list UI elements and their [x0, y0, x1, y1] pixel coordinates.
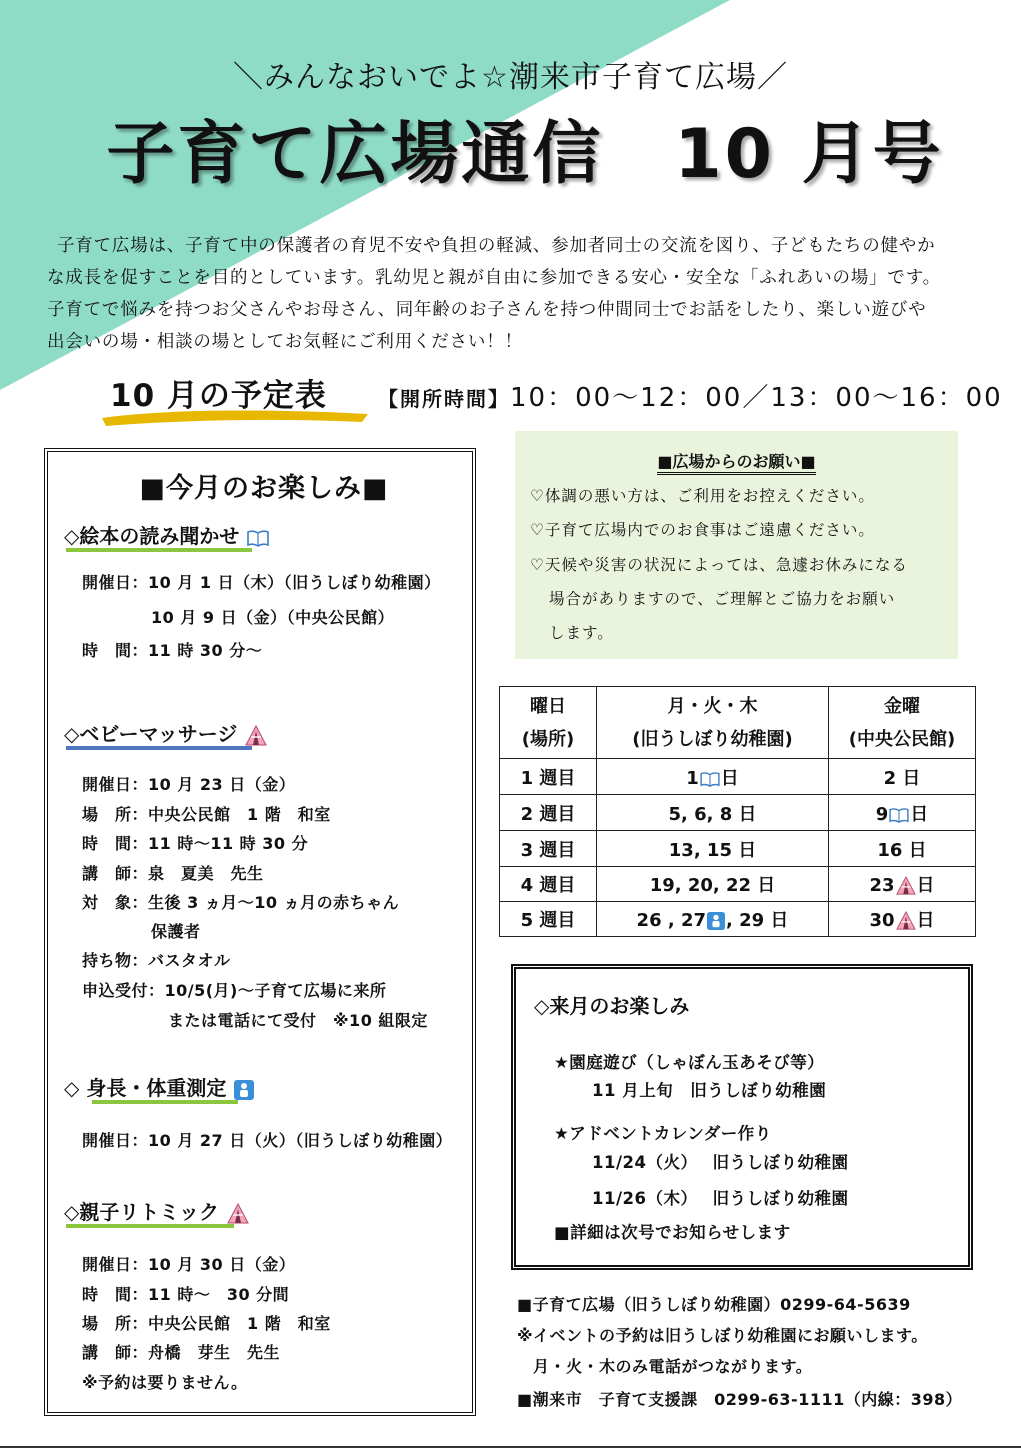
- day-cell: [829, 902, 976, 937]
- notice-line: します。: [549, 624, 614, 642]
- day-text: 13, 15 日: [668, 839, 757, 861]
- intro-line: 子育て広場は、子育て中の保護者の育児不安や負担の軽減、参加者同士の交流を図り、子どもたちの健やか: [57, 236, 936, 256]
- event-line: 時 間：11 時～11 時 30 分: [82, 834, 309, 853]
- notice-title: [515, 449, 958, 472]
- header-text: 曜日: [530, 695, 566, 717]
- header-cell: [597, 687, 829, 759]
- day-text: 1: [686, 767, 699, 789]
- notice-line: ♡天候や災害の状況によっては、急遽お休みになる: [530, 556, 908, 574]
- contact-line: ■子育て広場（旧うしぼり幼稚園）0299-64-5639: [517, 1295, 911, 1314]
- day-cell: [829, 795, 976, 831]
- schedule-heading: 10 月の予定表: [110, 378, 327, 414]
- contact-line: ■潮来市 子育て支援課 0299-63-1111（内線：398）: [517, 1390, 963, 1409]
- day-text: 日: [916, 910, 935, 931]
- contact-line: 月・火・木のみ電話がつながります。: [533, 1357, 813, 1376]
- notice-line: ♡子育て広場内でのお食事はご遠慮ください。: [530, 521, 875, 539]
- event-heading-text: ◇絵本の読み聞かせ: [64, 524, 240, 548]
- day-text: 19, 20, 22 日: [649, 875, 776, 896]
- header-text: 金曜: [884, 695, 920, 717]
- book-icon: [247, 529, 269, 547]
- week-cell: 4 週目: [500, 867, 597, 902]
- week-cell: 3 週目: [500, 831, 597, 867]
- next-line: ★アドベントカレンダー作り: [554, 1124, 772, 1143]
- day-text: 日: [910, 803, 929, 825]
- event-line: 開催日：10 月 1 日（木）（旧うしぼり幼稚園）: [82, 573, 441, 592]
- next-line: 11 月上旬 旧うしぼり幼稚園: [592, 1081, 827, 1100]
- subtitle: ＼みんなおいでよ☆潮来市子育て広場／: [233, 60, 788, 95]
- header-text: (場所): [521, 728, 575, 750]
- event-line: 対 象：生後 3 ヵ月～10 ヵ月の赤ちゃん: [82, 893, 400, 912]
- day-text: 5, 6, 8 日: [668, 803, 757, 825]
- heading-underline: [66, 548, 252, 552]
- heading-underline: [66, 746, 252, 750]
- table-row: [500, 902, 976, 937]
- day-cell: [829, 867, 976, 902]
- page-title: 子育て広場通信 10 月号: [106, 115, 944, 194]
- event-line: ※予約は要りません。: [82, 1373, 248, 1392]
- next-line: 11/24（火） 旧うしぼり幼稚園: [592, 1153, 849, 1172]
- header-text: 月・火・木: [667, 695, 758, 717]
- day-cell: [829, 831, 976, 867]
- baby-icon: [234, 1080, 254, 1100]
- event-line: 講 師：舟橋 芽生 先生: [82, 1343, 281, 1362]
- next-line: ★園庭遊び（しゃぼん玉あそび等）: [554, 1053, 825, 1072]
- notice-line: 場合がありますので、ご理解とご協力をお願い: [549, 590, 896, 608]
- day-cell: [597, 795, 829, 831]
- event-line: 講 師：泉 夏美 先生: [82, 864, 264, 883]
- day-cell: [597, 831, 829, 867]
- next-month-title: ◇来月のお楽しみ: [534, 994, 690, 1018]
- tent-icon: [896, 911, 916, 931]
- week-cell: 5 週目: [500, 902, 597, 937]
- intro-line: 出会いの場・相談の場としてお気軽にご利用ください！！: [47, 332, 523, 352]
- book-icon: [889, 807, 909, 823]
- next-line: ■詳細は次号でお知らせします: [554, 1223, 791, 1242]
- event-line: 開催日：10 月 23 日（金）: [82, 775, 296, 794]
- tent-icon: [896, 876, 916, 896]
- intro-text: [47, 230, 982, 358]
- contact-line: ※イベントの予約は旧うしぼり幼稚園にお願いします。: [517, 1326, 928, 1345]
- event-line: 場 所：中央公民館 1 階 和室: [82, 805, 331, 824]
- intro-line: な成長を促すことを目的としています。乳幼児と親が自由に参加できる安心・安全な「ふれあいの場」です。: [47, 268, 941, 288]
- heading-underline: [92, 1100, 238, 1104]
- day-text: 日: [720, 767, 739, 789]
- day-text: 2 日: [883, 767, 921, 789]
- event-line: 場 所：中央公民館 1 階 和室: [82, 1314, 331, 1333]
- next-line: 11/26（木） 旧うしぼり幼稚園: [592, 1189, 849, 1208]
- opening-hours: [378, 377, 1003, 414]
- day-text: 26 , 27: [636, 910, 707, 931]
- day-cell: [597, 867, 829, 902]
- week-cell: 1 週目: [500, 759, 597, 795]
- day-text: 23: [869, 875, 895, 896]
- event-line: 10 月 9 日（金）（中央公民館）: [151, 608, 395, 627]
- day-cell: [597, 759, 829, 795]
- heading-underline: [66, 1224, 234, 1228]
- table-row: [500, 831, 976, 867]
- hours-label: 【開所時間】: [378, 387, 510, 411]
- event-line: 時 間：11 時 30 分～: [82, 641, 263, 660]
- hours-value: 10：00～12：00／13：00～16：00: [510, 383, 1003, 413]
- tent-icon: [227, 1203, 249, 1225]
- event-heading-text: ◇ 身長・体重測定: [64, 1076, 227, 1100]
- bottom-divider: [0, 1446, 1021, 1448]
- event-heading-text: ◇ベビーマッサージ: [64, 722, 238, 746]
- event-line: 保護者: [151, 922, 201, 941]
- this-month-title: ■今月のお楽しみ■: [139, 473, 389, 504]
- event-heading-baby-massage: [64, 718, 268, 747]
- header-cell: [829, 687, 976, 759]
- day-text: , 29 日: [726, 910, 789, 931]
- day-text: 日: [916, 875, 935, 896]
- table-row: [500, 795, 976, 831]
- day-cell: [829, 759, 976, 795]
- event-line: 開催日：10 月 27 日（火）（旧うしぼり幼稚園）: [82, 1131, 453, 1150]
- header-text: (旧うしぼり幼稚園): [632, 728, 793, 750]
- baby-icon: [707, 912, 725, 930]
- table-row: [500, 867, 976, 902]
- tent-icon: [245, 725, 267, 747]
- header-cell: [500, 687, 597, 759]
- event-heading-rhythmic: [64, 1196, 250, 1225]
- schedule-table: [499, 686, 976, 937]
- event-line: 申込受付：10/5(月)～子育て広場に来所: [82, 981, 387, 1000]
- week-cell: 2 週目: [500, 795, 597, 831]
- notice-line: ♡体調の悪い方は、ご利用をお控えください。: [530, 487, 875, 505]
- event-line: 開催日：10 月 30 日（金）: [82, 1255, 296, 1274]
- event-heading-measurement: [64, 1072, 255, 1101]
- intro-line: 子育てで悩みを持つお父さんやお母さん、同年齢のお子さんを持つ仲間同士でお話をしたり、楽しい遊びや: [47, 300, 927, 320]
- day-text: 9: [875, 803, 889, 825]
- day-text: 30: [869, 910, 895, 931]
- event-line: 持ち物：バスタオル: [82, 951, 231, 970]
- notice-title-text: ■広場からのお願い■: [657, 452, 815, 475]
- header-text: (中央公民館): [848, 728, 956, 750]
- event-heading-text: ◇親子リトミック: [64, 1200, 219, 1224]
- event-heading-picture-book: [64, 520, 270, 549]
- day-text: 16 日: [877, 839, 927, 861]
- event-line: 時 間：11 時～ 30 分間: [82, 1285, 290, 1304]
- table-header-row: [500, 687, 976, 759]
- event-line: または電話にて受付 ※10 組限定: [168, 1011, 428, 1030]
- table-row: [500, 759, 976, 795]
- day-cell: [597, 902, 829, 937]
- book-icon: [700, 771, 720, 787]
